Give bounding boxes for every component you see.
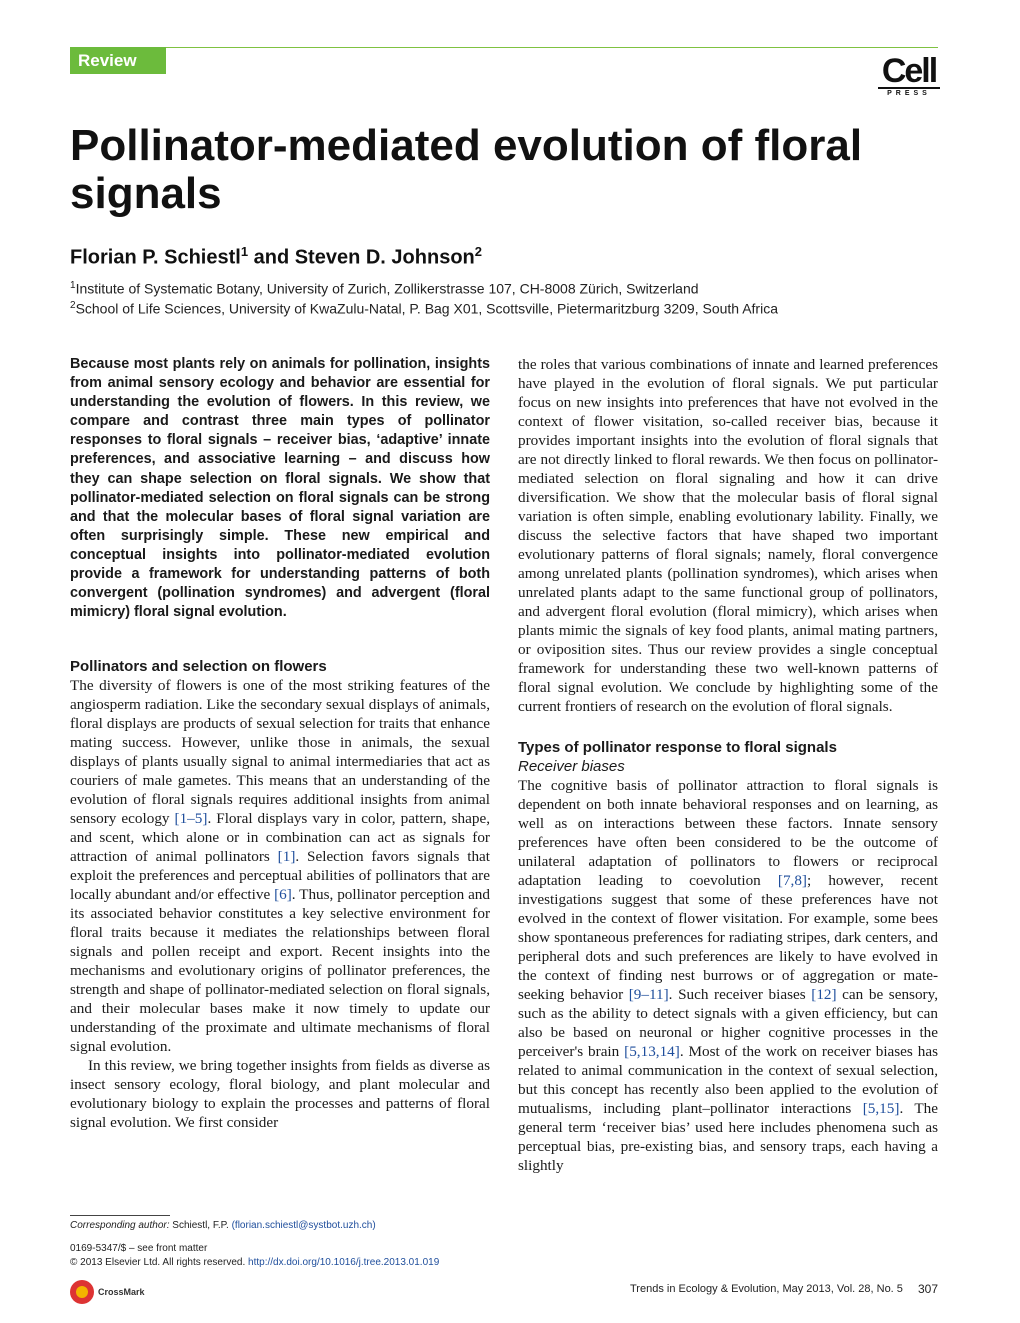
abstract: Because most plants rely on animals for pollination, insights from animal sensory ecology and behavior are essential for understanding the evolution of flowers. In this review, we compare and contrast three main types of pollinator responses to floral signals – receiver bias, ‘adaptive’ innate preferences, and associative learning – and discuss how they can shape selection on floral signals. We show that pollinator-mediated selection on floral signals can be strong and that the molecular bases of floral signal variation are often surprisingly simple. These new empirical and conceptual insights into pollinator-mediated evolution provide a framework for understanding patterns of both convergent (pollination syndromes) and advergent (floral mimicry) floral signal evolution. [70, 356, 490, 621]
right-column [518, 355, 938, 1175]
paragraph: the roles that various combinations of innate and learned preferences have played in the evolution of floral signals. We put particular focus on new insights into preferences that have not evolved in the context of flower visitation, so-called receiver bias, because it provides important insights into the evolution of floral signals that are not directly linked to floral rewards. We then focus on pollinator-mediated selection on floral signaling and how it can drive diversification. We show that the molecular basis of floral signal variation is often simple, enabling evolutionary lability. Finally, we discuss the selective factors that have shaped two important evolutionary patterns of floral signals; namely, floral convergence among unrelated plants (pollination syndromes), which arises when unrelated plants adapt to the same functional group of pollinators, and advergent floral evolution (floral mimicry), which arises when plants mimic the signals of key food plants, animal mating partners, or oviposition sites. Thus our review provides a single conceptual framework for understanding these two well-known patterns of floral signal evolution. We conclude by highlighting some of the current frontiers of research on the evolution of floral signals. [518, 356, 938, 715]
author-list [70, 244, 482, 270]
text-run: The cognitive basis of pollinator attraction to floral signals is dependent on both innate behavioral responses and on learning, as well as on interactions between these factors. Innate sensory preferences have often been considered to be the outcome of unilateral adaptation of pollinators to flowers or reciprocal adaptation leading to coevolution [518, 777, 938, 889]
crossmark-label: CrossMark [98, 1287, 145, 1297]
citation-link[interactable]: [5,13,14] [624, 1043, 680, 1060]
author-email-link[interactable]: (florian.schiestl@systbot.uzh.ch) [231, 1220, 376, 1231]
paragraph [70, 676, 490, 1056]
copyright-line [70, 1256, 439, 1270]
affiliation-2-text: School of Life Sciences, University of KwaZulu-Natal, P. Bag X01, Scottsville, Pietermaritzburg 3209, South Africa [75, 300, 778, 317]
citation-link[interactable]: [12] [811, 986, 837, 1003]
text-run: . Such receiver biases [668, 986, 812, 1003]
copyright-text: © 2013 Elsevier Ltd. All rights reserved. [70, 1257, 249, 1268]
citation-link[interactable]: [1–5] [174, 810, 208, 827]
section-heading: Pollinators and selection on flowers [70, 658, 327, 675]
corresponding-author [70, 1218, 376, 1233]
citation-link[interactable]: [7,8] [777, 872, 807, 889]
text-run: . Thus, pollinator perception and its associated behavior constitutes a key selective environment for floral traits because it mediates the relationships between floral signals and pollen receipt and export. Recent insights into the mechanisms and evolutionary origins of pollinator preferences, the strength and shape of pollinator-mediated selection on floral signals, and their molecular bases make it now timely to update our understanding of the proximate and ultimate mechanisms of floral signal evolution. [70, 886, 490, 1055]
crossmark-badge[interactable] [70, 1280, 145, 1304]
page-number: 307 [918, 1282, 939, 1296]
citation-link[interactable]: [1] [277, 848, 296, 865]
paragraph [518, 776, 938, 1175]
affiliation-1-text: Institute of Systematic Botany, University of Zurich, Zollikerstrasse 107, CH-8008 Zürich, Switzerland [75, 280, 699, 297]
author-1-affil: 1 [240, 244, 249, 259]
publisher-logo [878, 52, 940, 98]
author-2: Steven D. Johnson [294, 246, 475, 269]
affiliation-2 [70, 300, 778, 317]
author-2-affil: 2 [474, 244, 482, 259]
affiliation-1 [70, 280, 699, 297]
footnote-label: Corresponding author: [70, 1220, 170, 1231]
affiliation-2-num: 2 [70, 300, 76, 311]
author-1: Florian P. Schiestl [70, 246, 241, 269]
section-tag: Review [70, 47, 166, 74]
top-rule [70, 47, 938, 48]
text-run: The diversity of flowers is one of the most striking features of the angiosperm radiation. Like the secondary sexual displays of animals, floral displays are products of sexual selection for traits that enhance mating success. However, unlike those in animals, the sexual displays of plants usually signal to animal intermediaries that act as couriers of male gametes. This means that an understanding of the evolution of floral signals requires additional insights from animal sensory ecology [70, 677, 490, 827]
text-run: ; however, recent investigations suggest that some of these preferences have not evolved in the context of flower visitation. For example, some bees show spontaneous preferences for radiating stripes, dark centers, and peripheral dots and such preferences are likely to have evolved in the context of finding nest burrows or of aggregation or mate-seeking behavior [518, 872, 938, 1003]
text-run: . Floral displays vary in color, pattern, shape, and scent, which alone or in combination can act as signals for attraction of animal pollinators [70, 810, 490, 865]
author-conj: and [248, 246, 295, 269]
citation-link[interactable]: [5,15] [862, 1100, 900, 1117]
section-heading: Types of pollinator response to floral signals [518, 739, 837, 756]
issn-line: 0169-5347/$ – see front matter [70, 1243, 208, 1254]
affiliation-1-num: 1 [70, 280, 76, 291]
citation-link[interactable]: [9–11] [628, 986, 669, 1003]
front-matter [70, 1242, 439, 1270]
doi-link[interactable]: http://dx.doi.org/10.1016/j.tree.2013.01.019 [248, 1257, 440, 1268]
footnote-name: Schiestl, F.P. [169, 1220, 232, 1231]
footnote-rule [70, 1215, 170, 1216]
paragraph: In this review, we bring together insights from fields as diverse as insect sensory ecology, floral biology, and plant molecular and evolutionary biology to explain the processes and patterns of floral signal evolution. We first consider [70, 1057, 490, 1131]
text-run: . The general term ‘receiver bias’ used here includes phenomena such as perceptual bias, pre-existing bias, and sensory traps, each having a slightly [518, 1100, 938, 1174]
subsection-heading: Receiver biases [518, 758, 625, 775]
publisher-logo-word: Cell [881, 52, 937, 90]
article-title: Pollinator-mediated evolution of floral signals [70, 121, 863, 218]
citation-link[interactable]: [6] [274, 886, 292, 903]
publisher-logo-sub: PRESS [878, 87, 940, 98]
text-run: . Selection favors signals that exploit the preferences and perceptual abilities of pollinators that are locally abundant and/or effective [70, 848, 490, 903]
crossmark-icon [70, 1280, 94, 1304]
text-run: can be sensory, such as the ability to detect signals with a given efficiency, but can also be based on neuronal or higher cognitive processes in the perceiver's brain [518, 986, 939, 1060]
left-column [70, 657, 490, 1132]
text-run: . Most of the work on receiver biases has related to animal communication in the context of sexual selection, but this concept has recently also been applied to the evolution of mutualisms, including plant–pollinator interactions [518, 1043, 938, 1117]
journal-citation: Trends in Ecology & Evolution, May 2013, Vol. 28, No. 5 [630, 1283, 903, 1295]
